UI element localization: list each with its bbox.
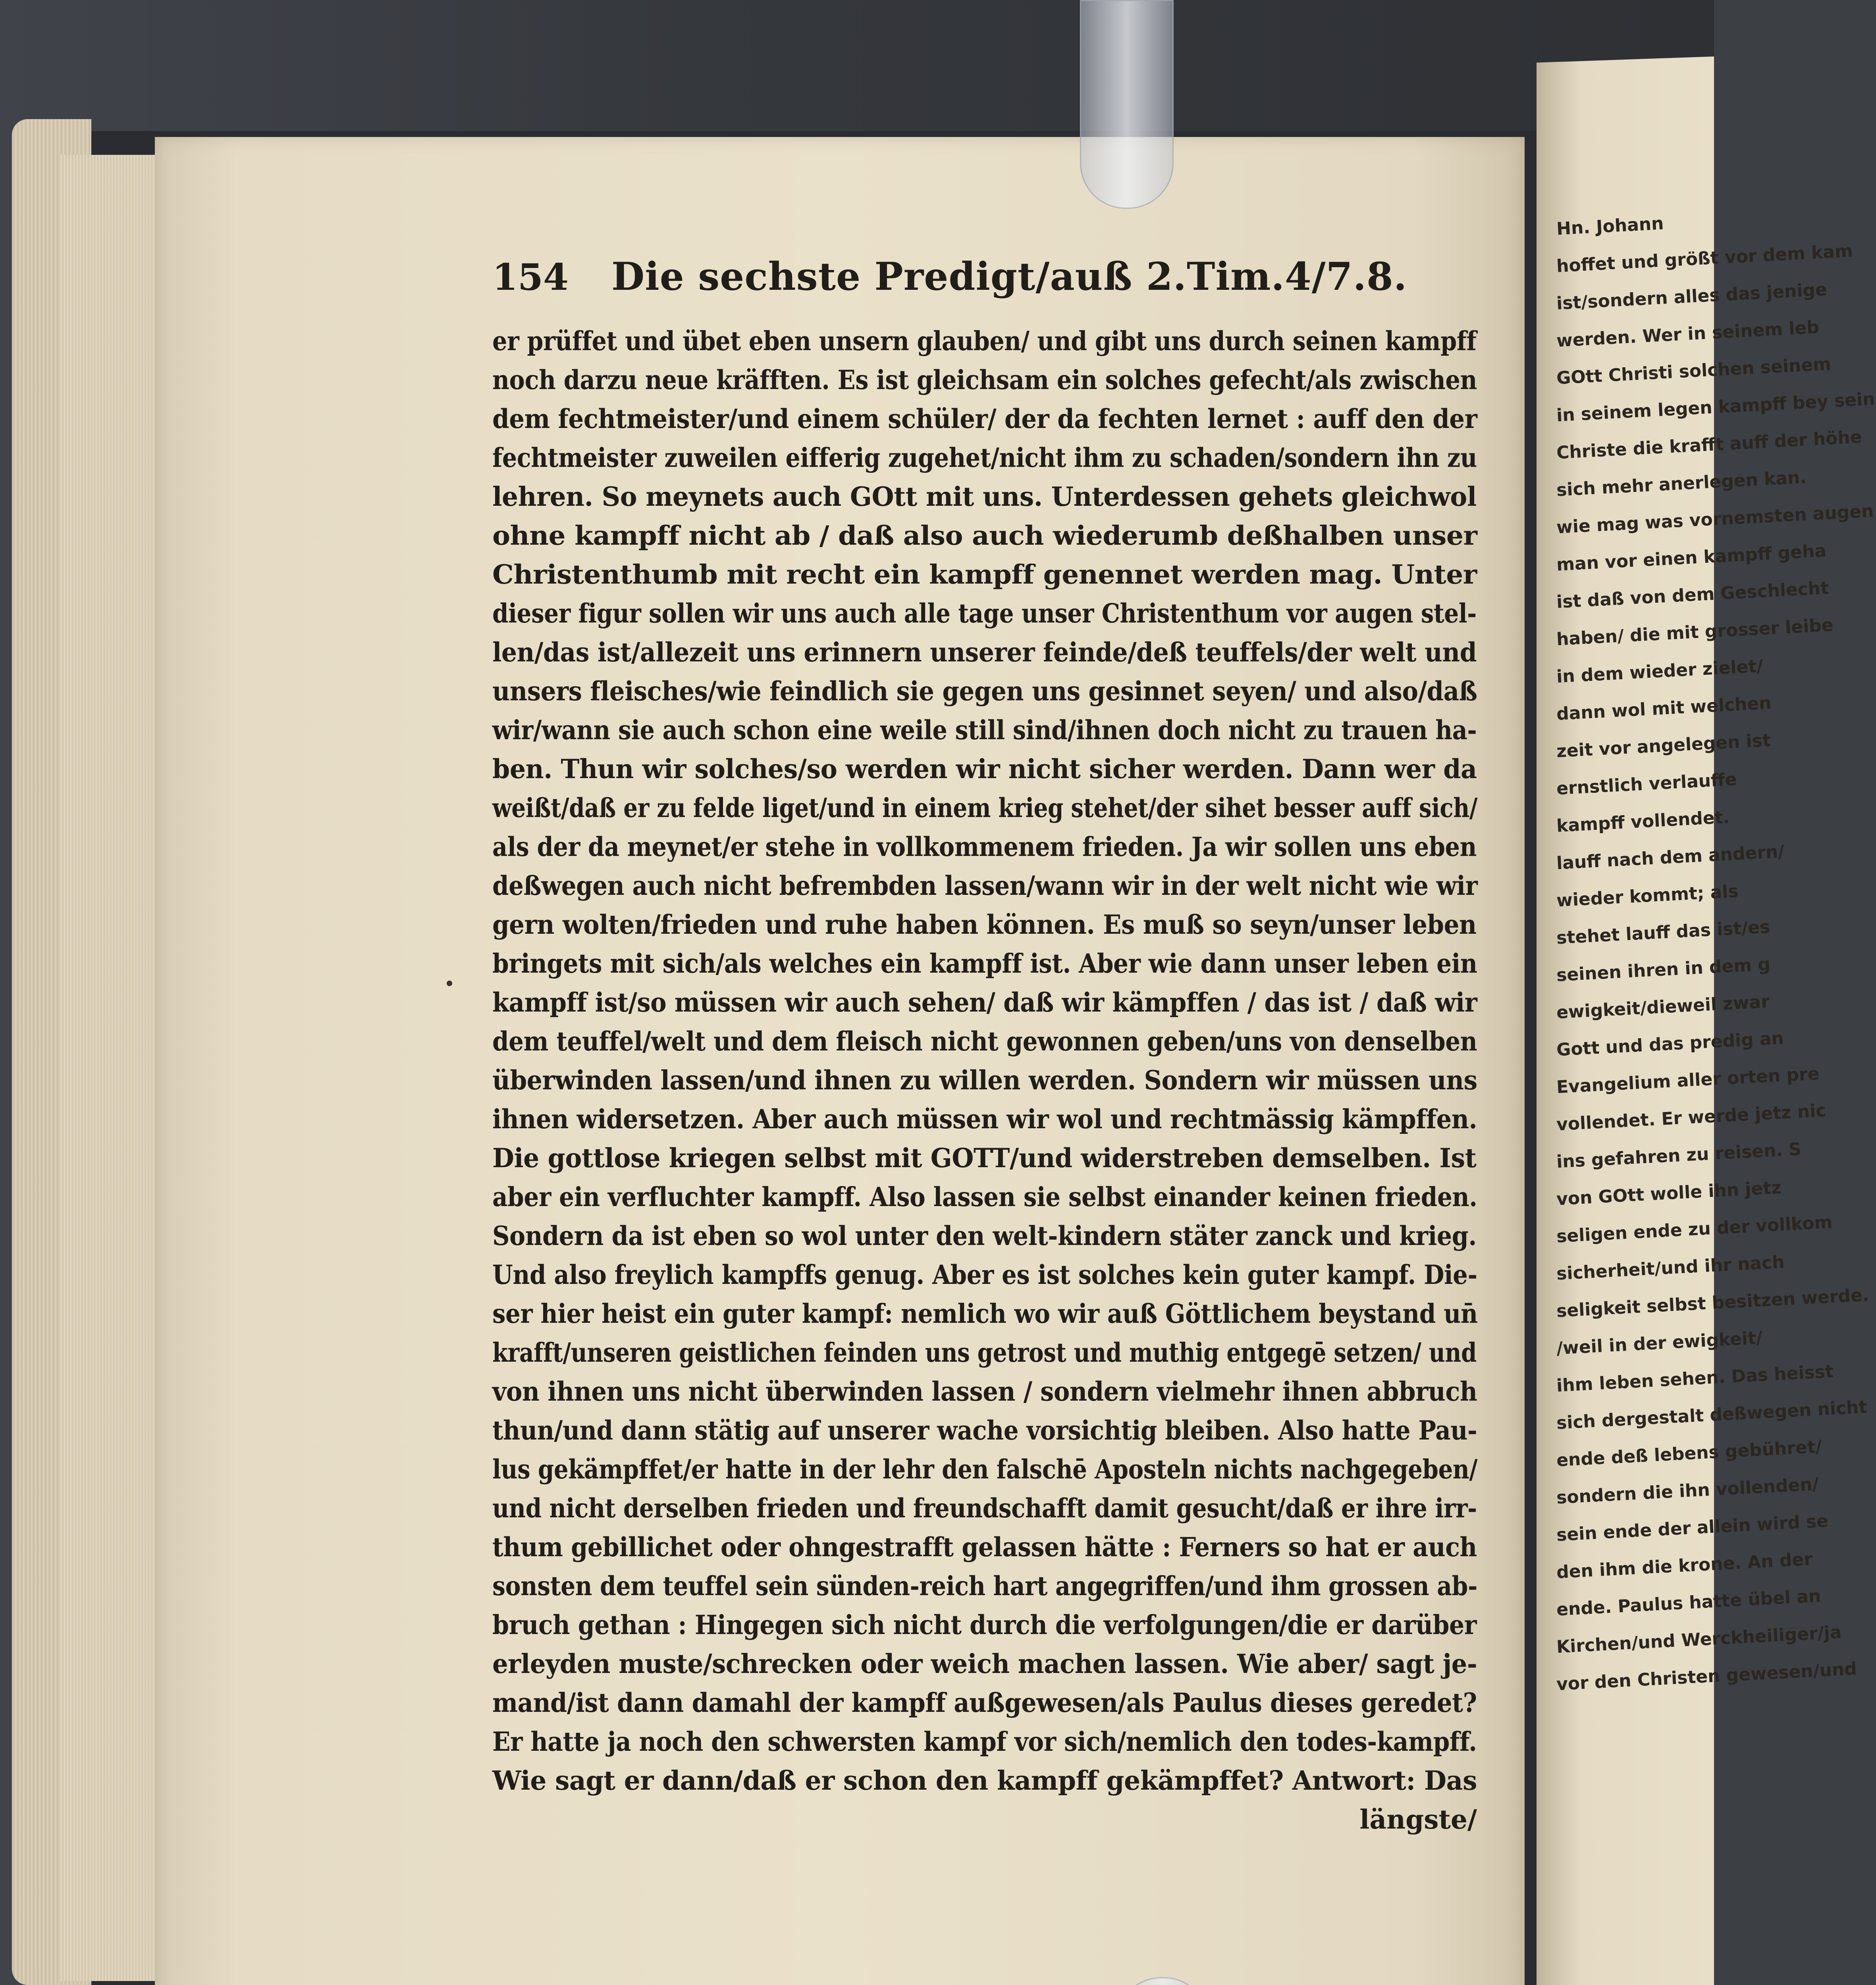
text-line: aber ein verfluchter kampff. Also lassen sie selbst einander keinen frieden. — [492, 1181, 1477, 1212]
facing-text-line: vor den Christen gewesen/und — [1556, 1658, 1857, 1695]
text-line: mand/ist dann damahl der kampff außgewesen/als Paulus dieses geredet? — [492, 1687, 1477, 1718]
text-line: Christenthumb mit recht ein kampff genennet werden mag. Unter — [492, 559, 1477, 590]
facing-text-line: Christe die krafft auff der höhe — [1556, 427, 1863, 463]
text-line: Wie sagt er dann/daß er schon den kampff gekämpffet? Antwort: Das — [492, 1765, 1477, 1796]
text-line: dieser figur sollen wir uns auch alle tage unser Christenthum vor augen stel- — [492, 598, 1477, 629]
facing-text-line: wie mag was vornemsten augen — [1556, 501, 1874, 538]
facing-text-line: zeit vor angelegen ist — [1556, 730, 1772, 762]
facing-text-line: Evangelium aller orten pre — [1556, 1063, 1820, 1098]
text-line: lehren. So meynets auch GOtt mit uns. Unterdessen gehets gleichwol — [492, 481, 1477, 512]
facing-text-line: vollendet. Er werde jetz nic — [1556, 1100, 1827, 1135]
facing-text-line: den ihm die krone. An der — [1556, 1549, 1813, 1583]
facing-text-line: lauff nach dem andern/ — [1556, 841, 1785, 874]
page-header — [492, 254, 1477, 322]
text-line: gern wolten/frieden und ruhe haben können. Es muß so seyn/unser leben — [492, 909, 1477, 940]
facing-text-line: haben/ die mit grosser leibe — [1556, 615, 1834, 650]
text-line: als der da meynet/er stehe in vollkommenem frieden. Ja wir sollen uns eben — [492, 831, 1477, 862]
text-line: Die gottlose kriegen selbst mit GOTT/und widerstreben demselben. Ist — [492, 1143, 1477, 1174]
facing-text-line: GOtt Christi solchen seinem — [1556, 354, 1832, 389]
page-number: 154 — [492, 256, 569, 299]
facing-text-line: ernstlich verlauffe — [1556, 769, 1737, 799]
text-line: ihnen widersetzen. Aber auch müssen wir wol und rechtmässig kämpffen. — [492, 1104, 1477, 1135]
facing-page-text — [1556, 206, 1876, 1953]
text-line: noch darzu neue kräfften. Es ist gleichsam ein solches gefecht/als zwischen — [492, 364, 1477, 395]
text-line: kampff ist/so müssen wir auch sehen/ daß wir kämpffen / das ist / daß wir — [492, 987, 1477, 1018]
body-text — [492, 322, 1477, 1800]
text-line: len/das ist/allezeit uns erinnern unserer feinde/deß teuffels/der welt und — [492, 637, 1477, 668]
facing-text-line: Kirchen/und Werckheiliger/ja — [1556, 1622, 1842, 1657]
text-line: überwinden lassen/und ihnen zu willen werden. Sondern wir müssen uns — [492, 1065, 1477, 1096]
facing-text-line: ende deß lebens gebühret/ — [1556, 1436, 1823, 1471]
facing-text-line: kampff vollendet. — [1556, 807, 1730, 836]
running-head: Die sechste Predigt/auß 2.Tim.4/7.8. — [611, 254, 1407, 299]
text-line: bringets mit sich/als welches ein kampff ist. Aber wie dann unser leben ein — [492, 948, 1477, 979]
text-line: Sondern da ist eben so wol unter den welt-kindern stäter zanck und krieg. — [492, 1220, 1477, 1251]
facing-text-line: Gott und das predig an — [1556, 1028, 1785, 1060]
text-line: lus gekämpffet/er hatte in der lehr den falschē Aposteln nichts nachgegeben/ — [492, 1454, 1478, 1485]
text-line: unsers fleisches/wie feindlich sie gegen uns gesinnet seyen/ und also/daß — [492, 676, 1477, 707]
text-line: Er hatte ja noch den schwersten kampf vor sich/nemlich den todes-kampff. — [492, 1726, 1477, 1757]
facing-text-line: sich mehr anerlegen kan. — [1556, 467, 1807, 501]
facing-text-line: in seinem legen kampff bey sein — [1556, 389, 1876, 426]
page-clip-top — [1080, 0, 1174, 209]
text-line: wir/wann sie auch schon eine weile still sind/ihnen doch nicht zu trauen ha- — [492, 715, 1477, 746]
text-line: weißt/daß er zu felde liget/und in einem krieg stehet/der sihet besser auff sich/ — [492, 792, 1478, 823]
facing-text-line: hoffet und größt vor dem kam — [1556, 241, 1854, 277]
facing-text-line: sondern die ihn vollenden/ — [1556, 1474, 1819, 1508]
text-line: von ihnen uns nicht überwinden lassen / sondern vielmehr ihnen abbruch — [492, 1376, 1477, 1407]
facing-text-line: stehet lauff das ist/es — [1556, 917, 1771, 948]
text-line: ser hier heist ein guter kampf: nemlich wo wir auß Göttlichem beystand un̄ — [492, 1298, 1478, 1329]
facing-text-line: ins gefahren zu reisen. S — [1556, 1139, 1802, 1172]
facing-text-line: ihm leben sehen. Das heisst — [1556, 1361, 1834, 1396]
text-line: bruch gethan : Hingegen sich nicht durch die verfolgungen/die er darüber — [492, 1609, 1477, 1640]
text-line: deßwegen auch nicht befrembden lassen/wann wir in der welt nicht wie wir — [492, 870, 1478, 901]
facing-text-line: in dem wieder zielet/ — [1556, 656, 1764, 687]
facing-text-line: sein ende der allein wird se — [1556, 1511, 1829, 1546]
text-line: sonsten dem teuffel sein sünden-reich hart angegriffen/und ihm grossen ab- — [492, 1571, 1477, 1601]
facing-text-line: sich dergestalt deßwegen nicht — [1556, 1397, 1868, 1434]
facing-text-line: dann wol mit welchen — [1556, 693, 1772, 725]
text-line: fechtmeister zuweilen eifferig zugehet/nicht ihm zu schaden/sondern ihn zu — [492, 442, 1477, 473]
text-line: dem teuffel/welt und dem fleisch nicht gewonnen geben/uns von denselben — [492, 1026, 1477, 1057]
facing-text-line: ewigkeit/dieweil zwar — [1556, 991, 1770, 1023]
text-line: ben. Thun wir solches/so werden wir nicht sicher werden. Dann wer da — [492, 754, 1477, 784]
text-line: Und also freylich kampffs genug. Aber es ist solches kein guter kampf. Die- — [492, 1259, 1477, 1290]
facing-text-line: /weil in der ewigkeit/ — [1556, 1328, 1763, 1359]
facing-text-line: seligkeit selbst besitzen werde. — [1556, 1285, 1870, 1322]
page-text-block — [492, 254, 1477, 1839]
facing-text-line: sicherheit/und ihr nach — [1556, 1252, 1785, 1284]
facing-text-line: werden. Wer in seinem leb — [1556, 317, 1820, 351]
facing-text-line: ende. Paulus hatte übel an — [1556, 1586, 1822, 1620]
text-line: krafft/unseren geistlichen feinden uns getrost und muthig entgegē setzen/ und — [492, 1337, 1477, 1368]
facing-text-line: ist/sondern alles das jenige — [1556, 279, 1828, 314]
ink-speck — [447, 981, 452, 986]
catchword: längste/ — [1359, 1804, 1477, 1835]
facing-text-line: von GOtt wolle ihn jetz — [1556, 1177, 1782, 1210]
facing-text-line: Hn. Johann — [1556, 213, 1664, 239]
text-line: erleyden muste/schrecken oder weich machen lassen. Wie aber/ sagt je- — [492, 1648, 1477, 1679]
facing-text-line: man vor einen kampff geha — [1556, 540, 1827, 575]
text-line: und nicht derselben frieden und freundschafft damit gesucht/daß er ihre irr- — [492, 1493, 1477, 1524]
text-line: er prüffet und übet eben unsern glauben/ und gibt uns durch seinen kampff — [492, 326, 1477, 357]
facing-text-line: wieder kommt; als — [1556, 881, 1739, 911]
text-line: thum gebillichet oder ohngestrafft gelassen hätte : Ferners so hat er auch — [492, 1532, 1477, 1563]
facing-text-line: seinen ihren in dem g — [1556, 954, 1771, 986]
facing-text-line: seligen ende zu der vollkom — [1556, 1212, 1833, 1247]
facing-text-line: ist daß von dem Geschlecht — [1556, 578, 1830, 613]
text-line: dem fechtmeister/und einem schüler/ der da fechten lernet : auff den der — [492, 403, 1477, 434]
text-line: thun/und dann stätig auf unserer wache vorsichtig bleiben. Also hatte Pau- — [492, 1415, 1477, 1446]
text-line: ohne kampff nicht ab / daß also auch wiederumb deßhalben unser — [492, 520, 1477, 551]
